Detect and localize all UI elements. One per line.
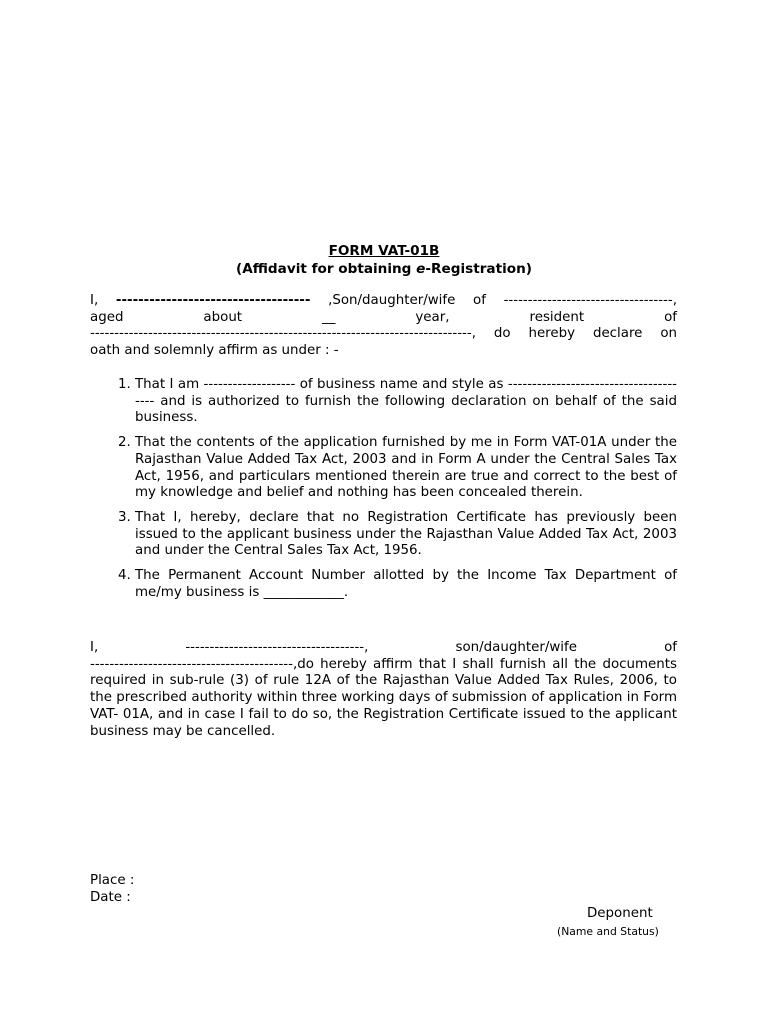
declaration-item: 1. That I am ------------------- of business name and style as --------------------------------------- and is authorized to furnish the following declaration on behalf of the said business. xyxy=(135,377,677,427)
subtitle-prefix: (Affidavit for obtaining xyxy=(236,261,417,277)
intro-paragraph xyxy=(90,293,677,360)
subtitle-suffix: -Registration) xyxy=(425,261,532,277)
subtitle-em: e xyxy=(416,261,426,277)
deponent-label: Deponent xyxy=(587,906,653,921)
place-label: Place : xyxy=(90,873,135,888)
declaration-item: 3. That I, hereby, declare that no Registration Certificate has previously been issued to the applicant business under the Rajasthan Value Added Tax Act, 2003 and under the Central Sales Tax Act, 1956. xyxy=(135,510,677,560)
intro-line-4: oath and solemnly affirm as under : - xyxy=(90,343,339,359)
declaration-list xyxy=(90,377,677,609)
intro-line-1 xyxy=(90,293,677,310)
deponent-subtitle: (Name and Status) xyxy=(557,925,659,938)
declaration-item: 4. The Permanent Account Number allotted by the Income Tax Department of me/my business is ____________. xyxy=(135,568,677,601)
form-heading xyxy=(90,242,678,278)
intro-line-2: aged about __ year, resident of xyxy=(90,309,677,325)
form-subtitle xyxy=(90,260,678,278)
affirmation-paragraph xyxy=(90,640,677,740)
affirmation-text: ------------------------------------------,do hereby affirm that I shall furnish all the documents required in sub-rule (3) of rule 12A of the Rajasthan Value Added Tax Rules, 2006, to the prescribed authority within three working days of submission of application in Form VAT- 01A, and in case I fail to do so, the Registration Certificate issued to the applicant business may be cancelled. xyxy=(90,656,677,739)
relation-text: ,Son/daughter/wife of -----------------------------------, xyxy=(328,293,677,308)
declaration-item: 2. That the contents of the application furnished by me in Form VAT-01A under the Rajasthan Value Added Tax Act, 2003 and in Form A under the Central Sales Tax Act, 1956, and particulars mentioned therein are true and correct to the best of my knowledge and belief and nothing has been concealed therein. xyxy=(135,435,677,502)
form-title: FORM VAT-01B xyxy=(328,243,440,259)
affirmation-line-1: I, -------------------------------------, son/daughter/wife of xyxy=(90,640,677,655)
intro-i: I, xyxy=(90,293,99,308)
name-blank: ----------------------------------- xyxy=(115,293,311,308)
date-label: Date : xyxy=(90,890,131,905)
intro-line-3: -------------------------------------------------------------------------------, do hereby declare on xyxy=(90,326,677,342)
